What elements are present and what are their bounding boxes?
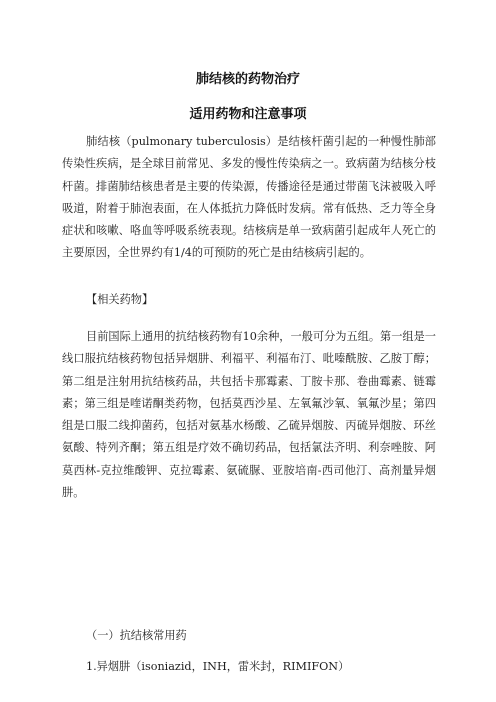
drugs-paragraph (62, 326, 436, 504)
drug-item-1: 1.异烟肼（isoniazid，INH，雷米封，RIMIFON） (86, 660, 350, 673)
drugs-paragraph-text: 目前国际上通用的抗结核药物有10余种，一般可分为五组。第一组是一线口服抗结核药物包括异烟肼、利福平、利福布汀、吡嗪酰胺、乙胺丁醇；第二组是注射用抗结核药品，共包括卡那霉素、丁胺卡那、卷曲霉素、链霉素；第三组是喹诺酮类药物，包括莫西沙星、左氧氟沙氧、氧氟沙星；第四组是口服二线抑菌药，包括对氨基水杨酸、乙硫异烟胺、丙硫异烟胺、环丝氨酸、特列齐酮；第五组是疗效不确切药品，包括氯法齐明、利奈唑胺、阿莫西林-克拉维酸钾、克拉霉素、氨硫脲、亚胺培南-西司他汀、高剂量异烟肼。 (62, 330, 436, 500)
intro-paragraph (62, 131, 436, 265)
document-title: 肺结核的药物治疗 (195, 72, 300, 87)
intro-paragraph-text: 肺结核（pulmonary tuberculosis）是结核杆菌引起的一种慢性肺部传染性疾病，是全球目前常见、多发的慢性传染病之一。致病菌为结核分枝杆菌。排菌肺结核患者是主要的传染源，传播途径是通过带菌飞沫被吸入呼吸道，附着于肺泡表面，在人体抵抗力降低时发病。常有低热、乏力等全身症状和咳嗽、咯血等呼吸系统表现。结核病是单一致病菌引起成年人死亡的主要原因，全世界约有1/4的可预防的死亡是由结核病引起的。 (62, 135, 436, 260)
subsection-heading: （一）抗结核常用药 (86, 629, 187, 642)
section-heading: 【相关药物】 (86, 293, 154, 306)
document-subtitle: 适用药物和注意事项 (189, 107, 307, 122)
